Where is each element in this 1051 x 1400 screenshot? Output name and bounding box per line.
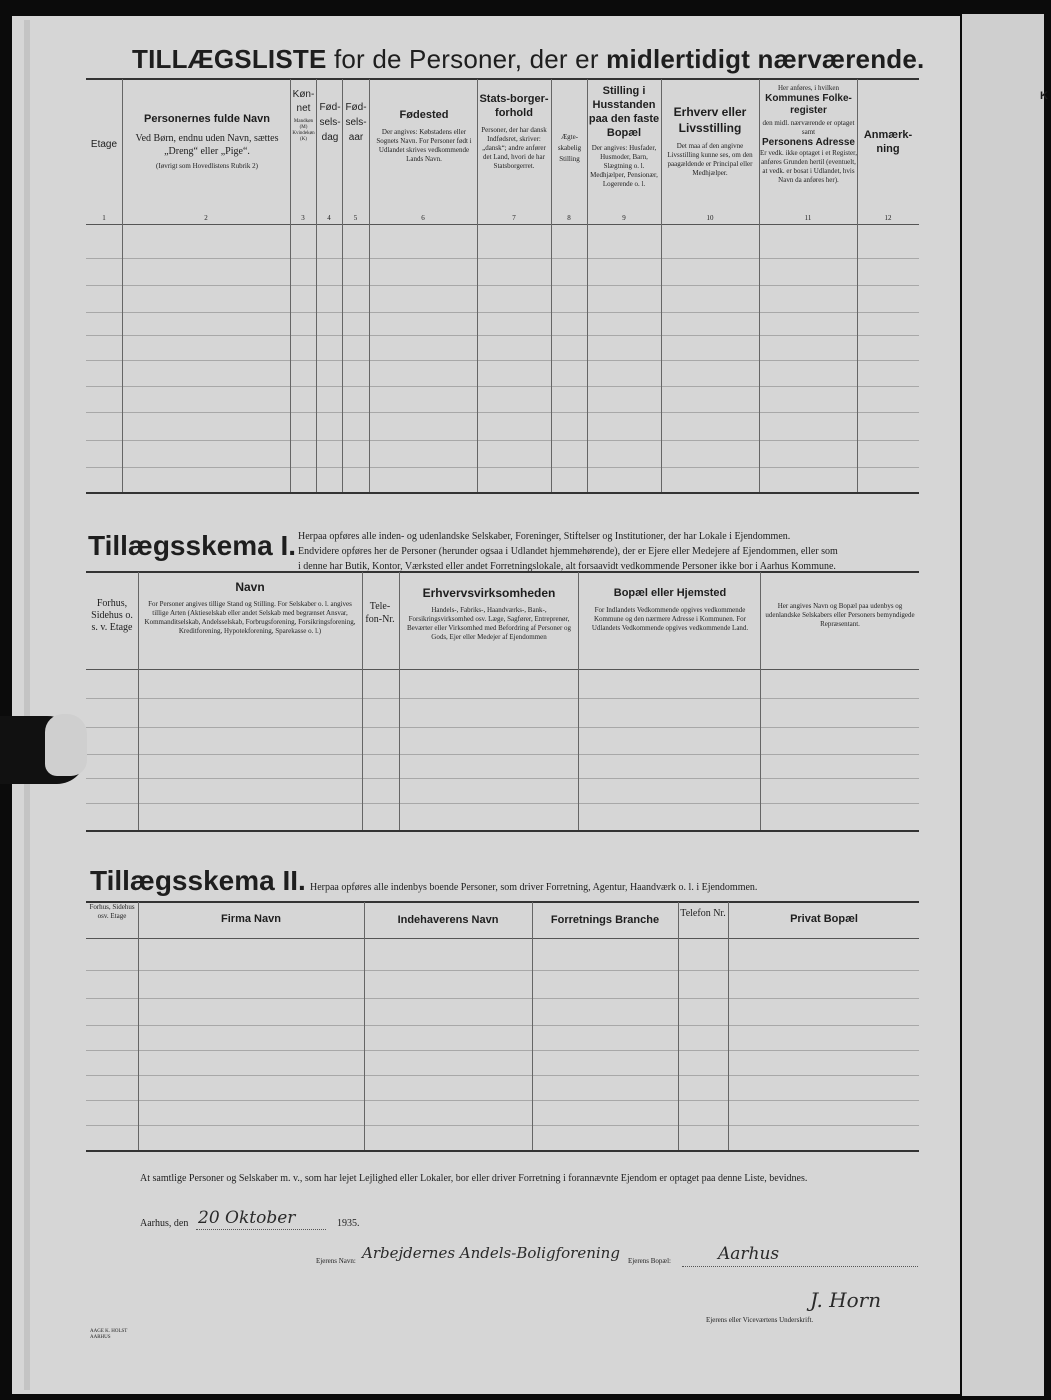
- column-number: 10: [706, 214, 714, 222]
- title-bold-2: midlertidigt nærværende.: [606, 44, 925, 74]
- row-rule: [86, 998, 919, 999]
- row-rule: [86, 1075, 919, 1076]
- row-rule: [86, 467, 919, 468]
- col-citizenship-header: Stats-borger-forhold Personer, der har dansk Indfødsret, skriver: „dansk“; andre anfører det Land, hvori de har Statsborgerret.: [479, 93, 549, 170]
- page-edge: [24, 20, 30, 1390]
- row-rule: [86, 258, 919, 259]
- attestation-text: At samtlige Personer og Selskaber m. v., som har lejet Lejlighed eller Lokaler, bor eller driver Forretning i forannævnte Ejendom er optaget paa denne Liste, bevidnes.: [140, 1173, 808, 1184]
- row-rule: [86, 285, 919, 286]
- col-etage-header: Etage: [90, 139, 118, 150]
- skema2-top-rule: [86, 901, 919, 903]
- main-title: [132, 44, 924, 75]
- col-occupation-header: Erhverv eller Livsstilling Det maa af den angivne Livsstilling kunne ses, om den paagældende er Principal eller Medhjælper.: [667, 105, 753, 177]
- column-number: 6: [421, 214, 425, 222]
- header-bottom-rule: [86, 224, 919, 225]
- col-remark-header: Anmærk-ning: [863, 129, 913, 155]
- column-rule: [122, 79, 123, 492]
- signature-handwritten: J. Horn: [810, 1288, 882, 1312]
- row-rule: [86, 1025, 919, 1026]
- owner-name-handwritten: Arbejdernes Andels-Boligforening: [362, 1244, 620, 1262]
- row-rule: [86, 754, 919, 755]
- adjacent-page-text: K: [1040, 90, 1048, 102]
- column-number: 8: [567, 214, 571, 222]
- row-rule: [86, 335, 919, 336]
- skema1-bottom-rule: [86, 830, 919, 832]
- s1-telefon-header: Tele-fon-Nr.: [365, 601, 395, 625]
- adjacent-page: [962, 14, 1048, 1396]
- s2-owner-header: Indehaverens Navn: [397, 914, 499, 926]
- column-rule: [362, 572, 363, 830]
- s1-etage-header: Forhus, Sidehus o. s. v. Etage: [91, 598, 133, 633]
- row-rule: [86, 970, 919, 971]
- col-name-header: Personernes fulde Navn Ved Børn, endnu uden Navn, sættes „Dreng“ eller „Pige“. (Iøvrigt som Hovedlistens Rubrik 2): [135, 113, 279, 170]
- column-rule: [532, 902, 533, 1150]
- table-bottom-rule: [86, 492, 919, 494]
- row-rule: [86, 360, 919, 361]
- row-rule: [86, 312, 919, 313]
- s1-bopael-header: Bopæl eller Hjemsted For Indlandets Vedkommende opgives vedkommende Kommune og den nærmere Adresse i Kommunen. For Udlandets Vedkommende opgives vedkommende Land.: [591, 587, 749, 632]
- skema1-header-rule: [86, 669, 919, 670]
- col-gender-header: Køn-net Mandkøn (M) Kvindekøn (K): [292, 89, 315, 142]
- column-number: 3: [301, 214, 305, 222]
- column-number: 5: [353, 214, 358, 222]
- s2-telefon-header: Telefon Nr.: [680, 908, 726, 919]
- column-rule: [369, 79, 370, 492]
- s2-bopael-header: Privat Bopæl: [790, 913, 858, 925]
- skema2-title: Tillægsskema II.: [90, 865, 306, 896]
- city-date-label: Aarhus, den: [140, 1218, 189, 1229]
- table-top-rule: [86, 78, 919, 80]
- owner-name-label: Ejerens Navn:: [316, 1257, 356, 1265]
- column-number: 4: [327, 214, 331, 222]
- skema2-description: Herpaa opføres alle indenbys boende Personer, som driver Forretning, Agentur, Haandværk o. l. i Ejendommen.: [310, 882, 758, 893]
- column-rule: [760, 572, 761, 830]
- date-line: [196, 1229, 326, 1230]
- row-rule: [86, 412, 919, 413]
- row-rule: [86, 1100, 919, 1101]
- skema1-description: Herpaa opføres alle inden- og udenlandske Selskaber, Foreninger, Stiftelser og Institutioner, der har Lokale i Ejendommen. Endvidere opføres her de Personer (herunder ogsaa i Udlandet hjemmehørende), der er Ejere eller Medejere af Ejendommen, eller som i denne har Butik, Kontor, Værksted eller andet Forretningslokale, alt forsaavidt vedkommende Personer ikke bor i Aarhus Kommune.: [298, 531, 838, 572]
- title-bold-1: TILLÆGSLISTE: [132, 44, 327, 74]
- column-rule: [138, 572, 139, 830]
- printer-imprint: AAGE K. HOLST AARHUS: [90, 1329, 128, 1340]
- row-rule: [86, 778, 919, 779]
- column-rule: [728, 902, 729, 1150]
- row-rule: [86, 727, 919, 728]
- col-birthday-header: Fød-sels-dag: [319, 102, 341, 143]
- row-rule: [86, 698, 919, 699]
- skema2-bottom-rule: [86, 1150, 919, 1152]
- column-number: 11: [804, 214, 812, 222]
- column-number: 12: [884, 214, 892, 222]
- form-page: [12, 16, 960, 1394]
- row-rule: [86, 386, 919, 387]
- address-line: [682, 1266, 918, 1267]
- col-register-header: Her anføres, i hvilken Kommunes Folke-register den midl. nærværende er optaget samt Personens Adresse Er vedk. ikke optaget i et Register, anføres Grunden hertil (eventuelt, at vedk. er bosat i Udlandet, hvis Navn da anføres her).: [760, 84, 857, 184]
- column-number: 7: [512, 214, 516, 222]
- column-number: 2: [204, 214, 208, 222]
- owner-address-handwritten: Aarhus: [718, 1244, 780, 1264]
- date-handwritten: 20 Oktober: [198, 1208, 296, 1228]
- s2-etage-header: Forhus, Sidehus osv. Etage: [89, 903, 135, 920]
- skema1-top-rule: [86, 571, 919, 573]
- owner-address-label: Ejerens Bopæl:: [628, 1257, 671, 1265]
- row-rule: [86, 440, 919, 441]
- skema2-header-rule: [86, 938, 919, 939]
- column-rule: [678, 902, 679, 1150]
- thumb-nail: [45, 714, 87, 776]
- column-rule: [578, 572, 579, 830]
- column-number: 9: [622, 214, 626, 222]
- s2-branche-header: Forretnings Branche: [550, 914, 660, 926]
- col-birthyear-header: Fød-sels-aar: [345, 102, 367, 143]
- title-part-1: for de Personer, der er: [333, 44, 599, 74]
- s1-erhverv-header: Erhvervsvirksomheden Handels-, Fabriks-, Haandværks-, Bank-, Forsikringsvirksomhed osv. Læge, Sagfører, Entreprenør, Beværter eller Virksomhed med Befordring af Personer og Gods, Ejer eller Medejer af Ejendommen: [406, 586, 572, 641]
- column-rule: [364, 902, 365, 1150]
- col-birthplace-header: Fødested Der angives: Købstadens eller Sognets Navn. For Personer født i Udlandet skrives vedkommende Lands Navn.: [376, 109, 472, 163]
- column-number: 1: [102, 214, 106, 222]
- skema1-title: Tillægsskema I.: [88, 530, 297, 561]
- s2-firma-header: Firma Navn: [221, 913, 281, 925]
- s1-navn-header: Navn For Personer angives tillige Stand og Stilling. For Selskaber o. l. angives tillige Arten (Aktieselskab eller andet Selskab med begrænset Ansvar, Kommanditselskab, Andelsselskab, Forbrugsforening, Forsikringsforening, Kreditforening, Hypotekforening, Sparekasse o. l.): [144, 580, 356, 635]
- year-text: 1935.: [337, 1218, 360, 1229]
- column-rule: [138, 902, 139, 1150]
- col-household-header: Stilling i Husstanden paa den faste Bopæl Der angives: Husfader, Husmoder, Barn, Slægtning o. l. Medhjælper, Pensionær, Logerende o. l.: [588, 85, 660, 188]
- column-rule: [399, 572, 400, 830]
- row-rule: [86, 1050, 919, 1051]
- row-rule: [86, 1125, 919, 1126]
- row-rule: [86, 803, 919, 804]
- s1-repr-header: Her angives Navn og Bopæl paa udenbys og udenlandske Selskabers eller Personers bemyndigede Repræsentant.: [765, 602, 915, 628]
- signature-label: Ejerens eller Viceværtens Underskrift.: [706, 1316, 814, 1324]
- col-marital-header: Ægte-skabelig Stilling: [557, 133, 582, 163]
